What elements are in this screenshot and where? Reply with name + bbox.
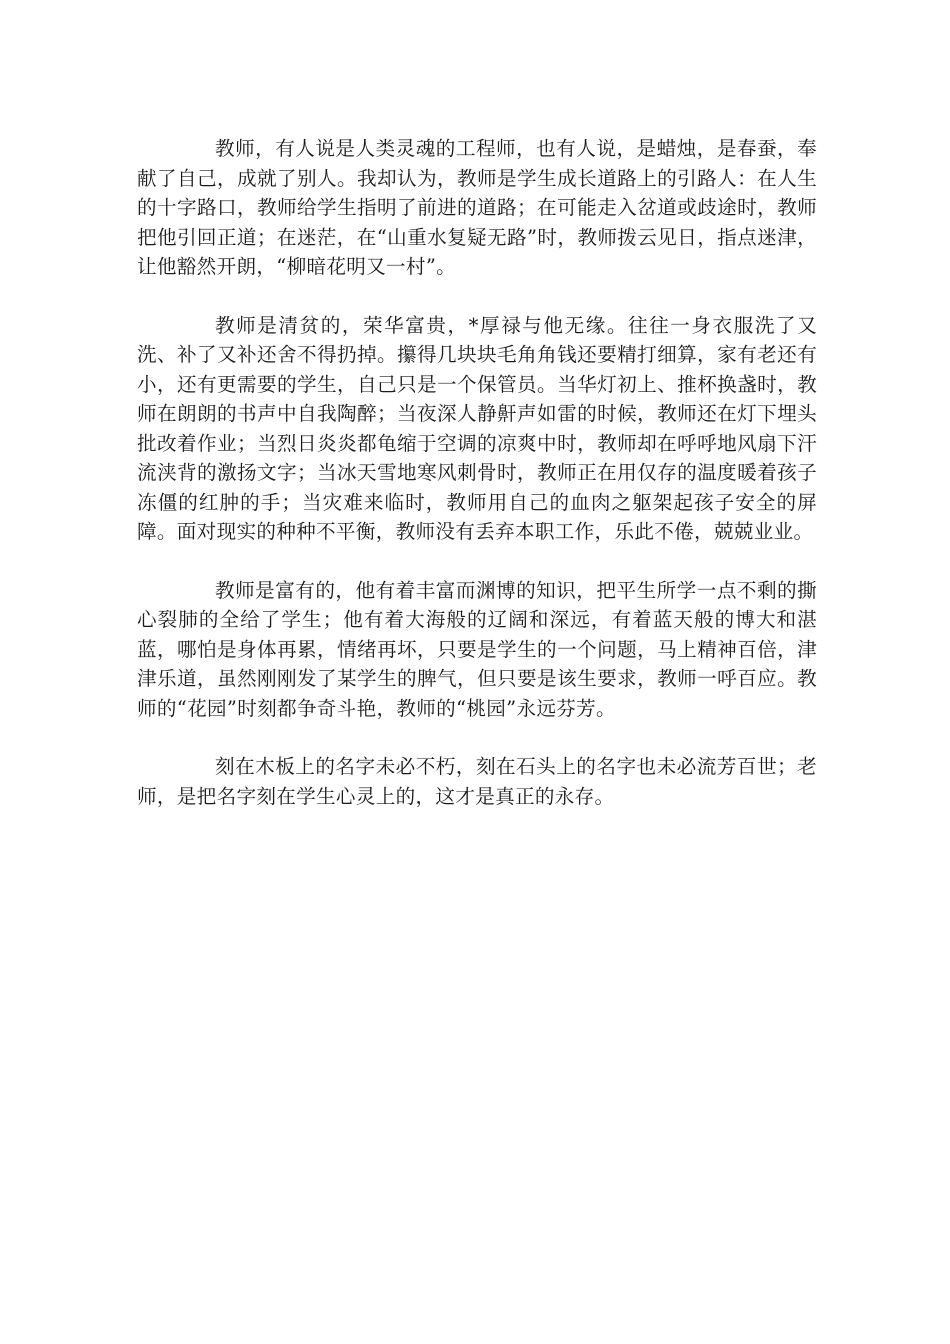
document-body (137, 134, 817, 811)
paragraph-2: 教师是清贫的，荣华富贵，*厚禄与他无缘。往往一身衣服洗了又洗、补了又补还舍不得扔掉。攥得几块块毛角角钱还要精打细算，家有老还有小，还有更需要的学生，自己只是一个保管员。当华灯初上、推杯换盏时，教师在朗朗的书声中自我陶醉；当夜深人静鼾声如雷的时候，教师还在灯下埋头批改着作业；当烈日炎炎都龟缩于空调的凉爽中时，教师却在呼呼地风扇下汗流浃背的激扬文字；当冰天雪地寒风刺骨时，教师正在用仅存的温度暖着孩子冻僵的红肿的手；当灾难来临时，教师用自己的血肉之躯架起孩子安全的屏障。面对现实的种种不平衡，教师没有丢弃本职工作，乐此不倦，兢兢业业。 (137, 313, 817, 543)
paragraph-4: 刻在木板上的名字未必不朽，刻在石头上的名字也未必流芳百世；老师，是把名字刻在学生心灵上的，这才是真正的永存。 (137, 755, 817, 808)
paragraph-1: 教师，有人说是人类灵魂的工程师，也有人说，是蜡烛，是春蚕，奉献了自己，成就了别人。我却认为，教师是学生成长道路上的引路人：在人生的十字路口，教师给学生指明了前进的道路；在可能走入岔道或歧途时，教师把他引回正道；在迷茫，在“山重水复疑无路”时，教师拨云见日，指点迷津，让他豁然开朗，“柳暗花明又一村”。 (137, 137, 817, 278)
paragraph-3: 教师是富有的，他有着丰富而渊博的知识，把平生所学一点不剩的撕心裂肺的全给了学生；他有着大海般的辽阔和深远，有着蓝天般的博大和湛蓝，哪怕是身体再累，情绪再坏，只要是学生的一个问题，马上精神百倍，津津乐道，虽然刚刚发了某学生的脾气，但只要是该生要求，教师一呼百应。教师的“花园”时刻都争奇斗艳，教师的“桃园”永远芬芳。 (137, 578, 817, 720)
